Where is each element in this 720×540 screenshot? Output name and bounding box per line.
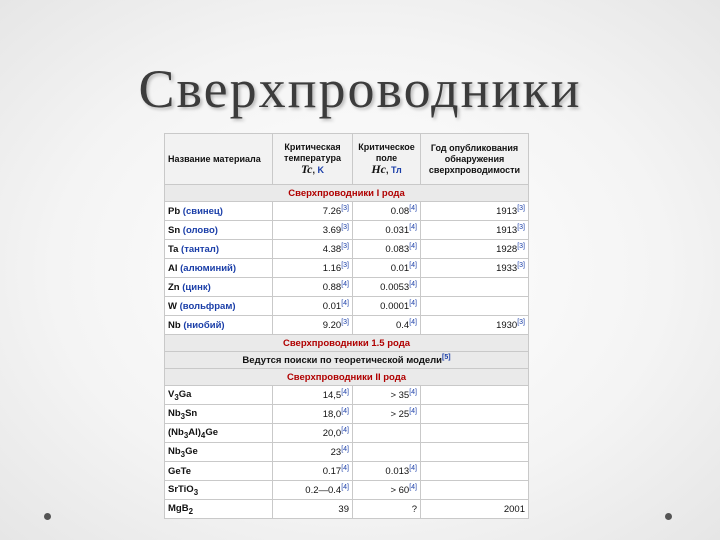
ref-link[interactable]: [3] <box>341 261 349 269</box>
bullet-dot-right <box>665 513 672 520</box>
ref-link[interactable]: [3] <box>517 261 525 269</box>
ref-link[interactable]: [4] <box>341 299 349 307</box>
material-name: SrTiO <box>168 483 194 495</box>
formula-rest: Ga <box>178 388 192 400</box>
year-value <box>421 481 529 500</box>
superconductors-table <box>164 133 528 519</box>
table-row <box>165 202 529 221</box>
material-link[interactable]: (олово) <box>182 224 218 236</box>
material-name: V <box>168 388 175 400</box>
table-row <box>165 297 529 316</box>
ref-link[interactable]: [3] <box>341 318 349 326</box>
hc-value: 0.01 <box>390 263 410 275</box>
tc-value: 20,0 <box>322 428 342 440</box>
ref-link[interactable]: [3] <box>517 318 525 326</box>
year-value: 1913 <box>496 206 518 218</box>
ref-link[interactable]: [4] <box>409 223 417 231</box>
formula-rest: Sn <box>185 407 198 419</box>
hc-value: 0.08 <box>390 206 410 218</box>
slide-title: Сверхпроводники <box>138 59 582 119</box>
material-link[interactable]: (вольфрам) <box>179 300 236 312</box>
ref-link[interactable]: [4] <box>409 204 417 212</box>
hc-value: > 25 <box>390 409 410 421</box>
year-value: 1933 <box>496 263 518 275</box>
hc-symbol: Hc <box>371 162 386 176</box>
hc-value: > 60 <box>390 485 410 497</box>
table-row <box>165 424 529 443</box>
formula-sub: 3 <box>180 449 186 459</box>
table-row <box>165 462 529 481</box>
formula-rest: Ge <box>205 426 218 438</box>
ref-link[interactable]: [3] <box>341 204 349 212</box>
material-name: Sn <box>168 224 181 236</box>
tc-value: 9.20 <box>322 320 342 332</box>
header-year: Год опубликования обнаружения сверхпроводимости <box>421 134 529 185</box>
bullet-dot-left <box>44 513 51 520</box>
section-type1-label: Сверхпроводники I рода <box>165 185 529 202</box>
tc-value: 14,5 <box>322 390 342 402</box>
table-row <box>165 240 529 259</box>
tc-value: 7.26 <box>322 206 342 218</box>
formula-sub: 3 <box>193 487 199 497</box>
section-type1 <box>165 185 529 202</box>
section-type15-note: Ведутся поиски по теоретической модели <box>242 355 443 367</box>
material-name: W <box>168 300 177 312</box>
tc-symbol: Tc <box>300 162 313 176</box>
hc-value <box>353 424 421 443</box>
hc-value <box>353 443 421 462</box>
section-type15-note-row <box>165 352 529 369</box>
material-name: Ta <box>168 243 179 255</box>
ref-link[interactable]: [4] <box>409 464 417 472</box>
tc-value: 0.01 <box>322 301 342 313</box>
material-name: MgB <box>168 502 189 514</box>
header-tc-label: Критическая температура <box>284 142 341 163</box>
tc-value: 3.69 <box>322 225 342 237</box>
year-value <box>421 405 529 424</box>
hc-value: > 35 <box>390 390 410 402</box>
hc-unit: Тл <box>391 165 402 175</box>
table-row <box>165 278 529 297</box>
table-row <box>165 481 529 500</box>
ref-link[interactable]: [3] <box>341 242 349 250</box>
year-value: 1930 <box>496 320 518 332</box>
section-type2-label: Сверхпроводники II рода <box>165 369 529 386</box>
formula-rest: Al) <box>188 426 201 438</box>
hc-value: 0.031 <box>385 225 410 237</box>
hc-value: ? <box>411 503 417 515</box>
material-link[interactable]: (ниобий) <box>183 319 225 331</box>
ref-link[interactable]: [3] <box>517 223 525 231</box>
year-value <box>421 462 529 481</box>
formula-sub: 2 <box>188 506 193 516</box>
table-row <box>165 443 529 462</box>
year-value <box>421 297 529 316</box>
table-row <box>165 316 529 335</box>
material-name: GeTe <box>168 465 192 477</box>
ref-link[interactable]: [4] <box>341 464 349 472</box>
hc-value: 0.0053 <box>380 282 410 294</box>
table-row <box>165 221 529 240</box>
ref-link[interactable]: [4] <box>409 280 417 288</box>
tc-value: 0.88 <box>322 282 342 294</box>
ref-link[interactable]: [3] <box>517 204 525 212</box>
formula-sub: 3 <box>183 430 189 440</box>
section-type15-label: Сверхпроводники 1.5 рода <box>165 335 529 352</box>
hc-value: 0.4 <box>395 320 410 332</box>
formula-rest: Ge <box>185 445 198 457</box>
section-type15 <box>165 335 529 352</box>
ref-link[interactable]: [4] <box>409 242 417 250</box>
table-row <box>165 405 529 424</box>
ref-link[interactable]: [4] <box>409 299 417 307</box>
material-name: Pb <box>168 205 181 217</box>
tc-value: 4.38 <box>322 244 342 256</box>
header-hc-label: Критическое поле <box>358 142 415 163</box>
tc-value: 0.2—0.4 <box>305 485 342 497</box>
tc-value: 0.17 <box>322 466 342 478</box>
tc-value: 1.16 <box>322 263 342 275</box>
ref-link[interactable]: [4] <box>341 426 349 434</box>
year-value <box>421 443 529 462</box>
material-name: Nb <box>168 445 181 457</box>
header-tc: Критическая температура Tc, K <box>273 134 353 185</box>
tc-value: 39 <box>338 503 349 515</box>
table-row <box>165 259 529 278</box>
year-value <box>421 386 529 405</box>
year-value: 2001 <box>503 503 525 515</box>
material-link[interactable]: (алюминий) <box>180 262 237 274</box>
formula-sub: 4 <box>200 430 206 440</box>
hc-value: 0.0001 <box>380 301 410 313</box>
formula-sub: 3 <box>174 392 179 402</box>
ref-link[interactable]: [3] <box>341 223 349 231</box>
ref-link[interactable]: [4] <box>341 483 349 491</box>
year-value: 1913 <box>496 225 518 237</box>
header-name: Название материала <box>165 134 273 185</box>
hc-value: 0.013 <box>385 466 410 478</box>
ref-link[interactable]: [4] <box>341 388 349 396</box>
ref-link[interactable]: [4] <box>409 407 417 415</box>
section-type2 <box>165 369 529 386</box>
tc-unit: K <box>317 165 325 175</box>
material-name: Zn <box>168 281 180 293</box>
table-row <box>165 500 529 519</box>
material-name: Al <box>168 262 178 274</box>
material-link[interactable]: (свинец) <box>182 205 223 217</box>
hc-value: 0.083 <box>385 244 410 256</box>
ref-link[interactable]: [4] <box>409 318 417 326</box>
material-name: (Nb <box>168 426 184 438</box>
material-name: Nb <box>168 407 181 419</box>
ref-link[interactable]: [4] <box>341 280 349 288</box>
year-value <box>421 424 529 443</box>
material-link[interactable]: (тантал) <box>181 243 220 255</box>
ref-link[interactable]: [4] <box>409 261 417 269</box>
ref-link[interactable]: [4] <box>409 388 417 396</box>
year-value <box>421 278 529 297</box>
ref-link[interactable]: [4] <box>409 483 417 491</box>
material-name: Nb <box>168 319 181 331</box>
ref-link[interactable]: [4] <box>341 407 349 415</box>
ref-link[interactable]: [4] <box>341 445 349 453</box>
tc-value: 23 <box>330 447 342 459</box>
tc-value: 18,0 <box>322 409 342 421</box>
table-row <box>165 386 529 405</box>
ref-link[interactable]: [5] <box>442 353 451 361</box>
ref-link[interactable]: [3] <box>517 242 525 250</box>
header-hc: Критическое поле Hc, Тл <box>353 134 421 185</box>
header-row <box>165 134 529 185</box>
material-link[interactable]: (цинк) <box>182 281 211 293</box>
formula-sub: 3 <box>180 411 186 421</box>
year-value: 1928 <box>496 244 518 256</box>
